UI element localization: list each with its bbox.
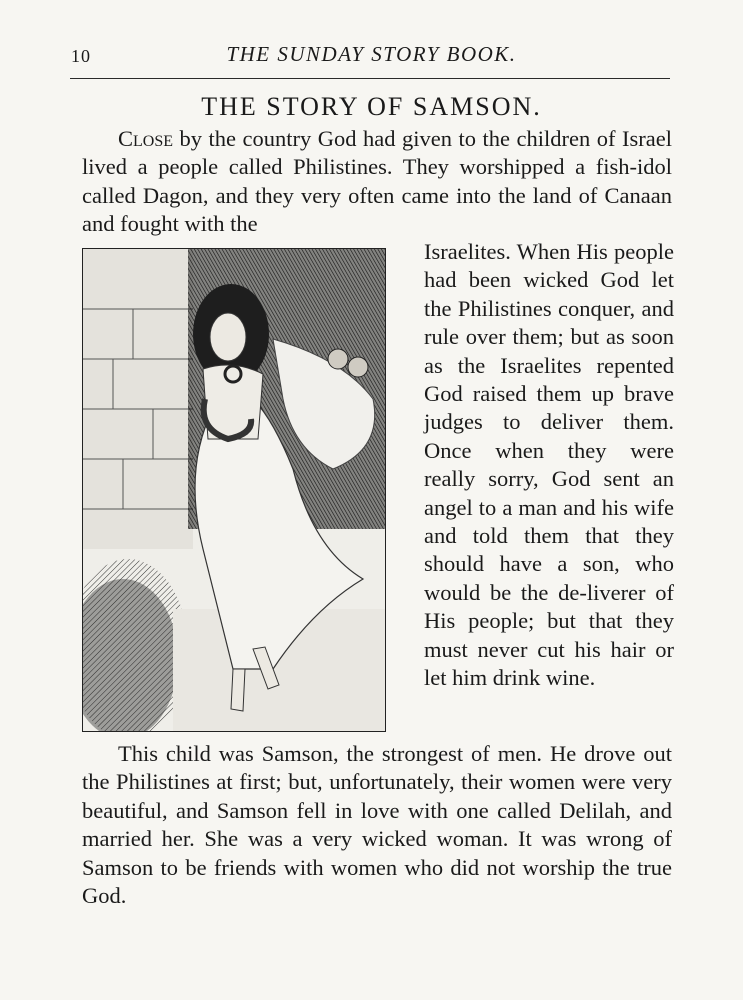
illustration-engraving <box>83 249 385 731</box>
header-rule <box>70 78 670 79</box>
page-number: 10 <box>71 46 91 66</box>
paragraph-1-text: by the country God had given to the children of Israel lived a people called Philistines. They worshipped a fish-idol called Dagon, and they very often came into the land of Canaan and fought with the <box>82 126 672 237</box>
paragraph-1-wrap: Israelites. When His people had been wicked God let the Philistines conquer, and rule over them; but as soon as the Israelites repented God raised them up brave judges to deliver them. Once when they were really sorry, God sent an angel to a man and his wife and told them that they should have a son, who would be the de-liverer of His people; but that they must never cut his hair or let him drink wine. <box>424 239 674 691</box>
illustration <box>82 248 386 732</box>
paragraph-1 <box>82 125 672 239</box>
paragraph-2: This child was Samson, the strongest of men. He drove out the Philistines at first; but, unfortunately, their women were very beautiful, and Samson fell in love with one called Delilah, and married her. She was a very wicked woman. It was wrong of Samson to be friends with women who did not worship the true God. <box>82 741 672 909</box>
drop-word: Close <box>118 126 174 151</box>
running-title: THE SUNDAY STORY BOOK. <box>226 42 517 66</box>
story-title: THE STORY OF SAMSON. <box>201 92 542 121</box>
